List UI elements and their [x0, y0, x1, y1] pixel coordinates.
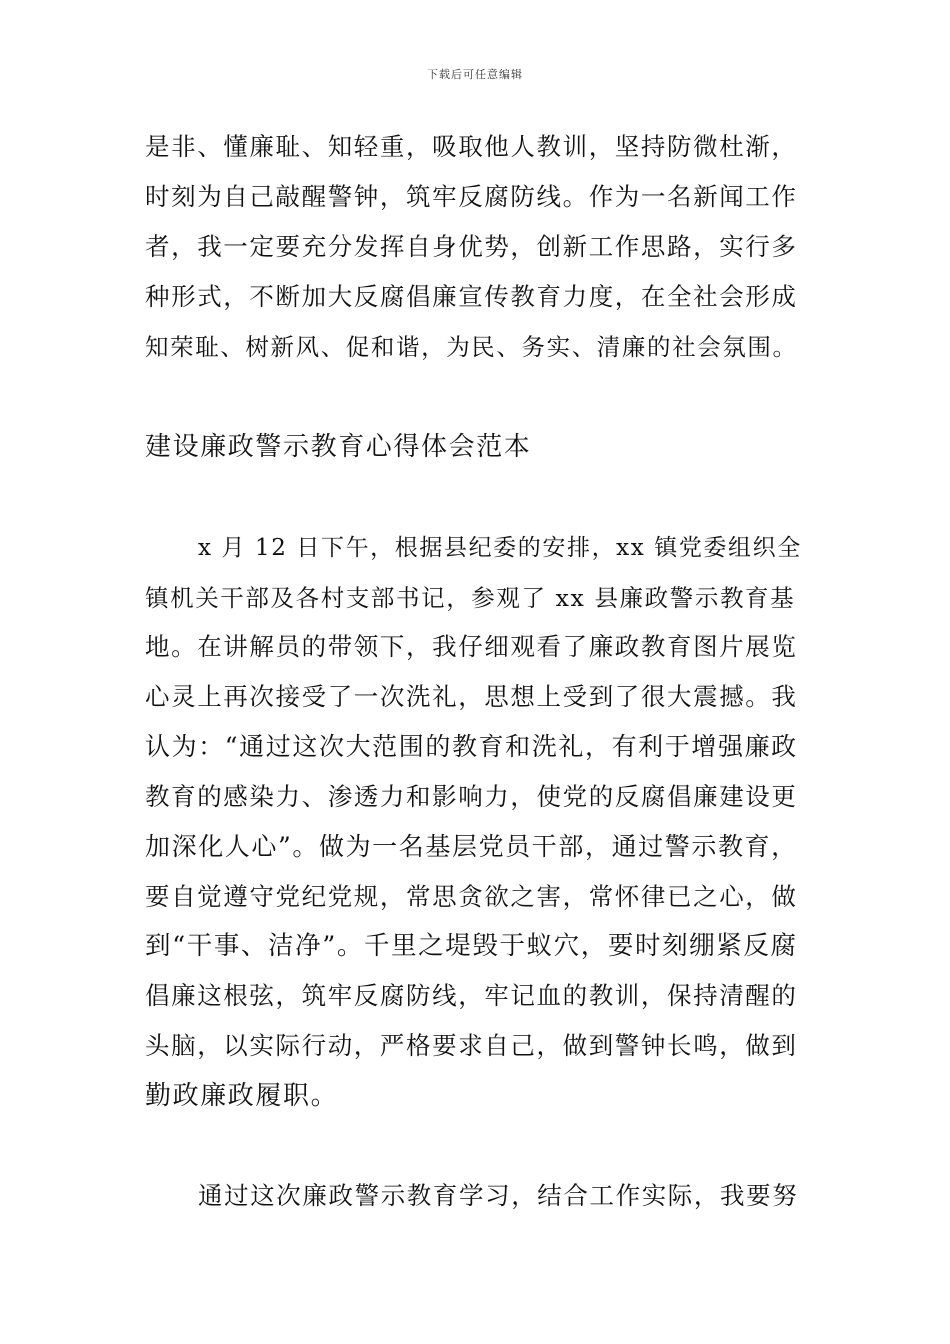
paragraph-2-line: 镇机关干部及各村支部书记，参观了 xx 县廉政警示教育基 — [145, 584, 796, 612]
paragraph-1-line: 时刻为自己敲醒警钟，筑牢反腐防线。作为一名新闻工作 — [145, 182, 798, 211]
paragraph-2-line: x 月 12 日下午，根据县纪委的安排，xx 镇党委组织全 — [198, 535, 802, 561]
paragraph-2-line: 勤政廉政履职。 — [145, 1081, 339, 1111]
paragraph-1-line: 种形式，不断加大反腐倡廉宣传教育力度，在全社会形成 — [145, 282, 798, 311]
paragraph-2-line: 倡廉这根弦，筑牢反腐防线，牢记血的教训，保持清醒的 — [145, 981, 798, 1010]
paragraph-1-line: 知荣耻、树新风、促和谐，为民、务实、清廉的社会氛围。 — [145, 333, 798, 361]
paragraph-2-line: 要自觉遵守党纪党规，常思贪欲之害，常怀律已之心，做 — [145, 882, 798, 911]
paragraph-2-line: 教育的感染力、渗透力和影响力，使党的反腐倡廉建设更 — [145, 782, 798, 811]
paragraph-1-line: 者，我一定要充分发挥自身优势，创新工作思路，实行多 — [145, 232, 798, 261]
page-header: 下载后可任意编辑 — [427, 68, 523, 81]
paragraph-2-line: 加深化人心”。做为一名基层党员干部，通过警示教育， — [145, 832, 798, 861]
paragraph-3-line: 通过这次廉政警示教育学习，结合工作实际，我要努 — [198, 1181, 799, 1210]
paragraph-2-line: 心灵上再次接受了一次洗礼，思想上受到了很大震撼。我 — [145, 682, 798, 711]
section-heading: 建设廉政警示教育心得体会范本 — [145, 432, 532, 462]
paragraph-2-line: 头脑，以实际行动，严格要求自己，做到警钟长鸣，做到 — [145, 1031, 798, 1060]
paragraph-2-line: 认为：“通过这次大范围的教育和洗礼，有利于增强廉政 — [145, 732, 798, 761]
paragraph-2-line: 地。在讲解员的带领下，我仔细观看了廉政教育图片展览 — [145, 632, 798, 661]
paragraph-1-line: 是非、懂廉耻、知轻重，吸取他人教训，坚持防微杜渐， — [145, 132, 798, 161]
paragraph-2-line: 到“干事、洁净”。千里之堤毁于蚁穴，要时刻绷紧反腐 — [145, 931, 798, 961]
